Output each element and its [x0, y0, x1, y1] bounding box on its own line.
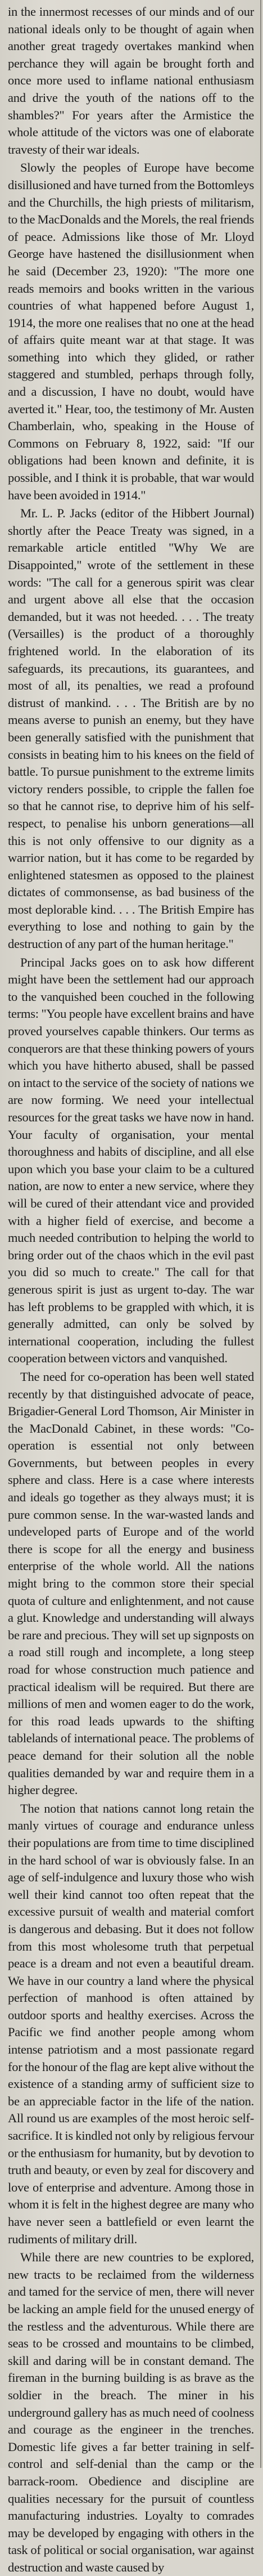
article-paragraph-7: While there are new countries to be explored, new tracts to be reclaimed from the wilderness and tamed for the service of men, there will never be lacking an ample field for the unused energy of the restless and the adventurous. While there are seas to be crossed and mountains to be climbed, skill and daring will be in constant demand. The fireman in the burning building is as brave as the soldier in the breach. The miner in his underground gallery has as much need of coolness and courage as the engineer in the trenches. Domestic life gives a far better training in self-control and self-denial than the camp or the barrack-room. Obedience and discipline are qualities necessary for the pursuit of countless manufacturing industries. Loyalty to comrades may be developed by engaging with others in the task of political or social organisation, war against destruction and waste caused by [8, 2250, 254, 2574]
article-paragraph-4: Principal Jacks goes on to ask how different might have been the settlement had our approach to the vanquished been couched in the following terms: "You people have excellent brains and have proved yourselves capable thinkers. Our terms as conquerors are that these thinking powers of yours which you have hitherto abused, shall be passed on intact to the service of the society of nations we are now forming. We need your intellectual resources for the great tasks we have now in hand. Your faculty of organisation, your mental thoroughness and habits of discipline, and all else upon which you base your claim to be a cultured nation, are now to enter a new service, where they will be cured of their attendant vice and provided with a higher field of exercise, and become a much needed contribution to helping the world to bring order out of the chaos which in the evil past you did so much to create." The call for that generous spirit is just as urgent to-day. The war has left problems to be grappled with which, it is generally admitted, can only be solved by international cooperation, including the fullest cooperation between victors and vanquished. [8, 955, 254, 1366]
article-paragraph-3: Mr. L. P. Jacks (editor of the Hibbert Journal) shortly after the Peace Treaty was signed, in a remarkable article entitled "Why We are Disappointed," wrote of the settlement in these words: "The call for a generous spirit was clear and urgent above all else that the occasion demanded, but it was not heeded. . . . The treaty (Versailles) is the product of a thoroughly frightened world. In the elaboration of its safeguards, its precautions, its guarantees, and most of all, its penalties, we read a profound distrust of mankind. . . . The British are by no means averse to punish an enemy, but they have been generally satisfied with the punishment that consists in beating him to his knees on the field of battle. To pursue punishment to the extreme limits victory renders possible, to cripple the fallen foe so that he cannot rise, to deprive him of his self-respect, to penalise his unborn generations—all this is not only offensive to our dignity as a warrior nation, but it has come to be regarded by enlightened statesmen as opposed to the plainest dictates of commonsense, as bad business of the most deplorable kind. . . . The British Empire has everything to lose and nothing to gain by the destruction of any part of the human heritage." [8, 506, 254, 951]
article-paragraph-1: in the innermost recesses of our minds and of our national ideals only to be thought of again when another great tragedy overtakes mankind when perchance they will again be brought forth and once more used to inflame national enthusiasm and drive the youth of the nations off to the shambles?" For years after the Armistice the whole attitude of the victors was one of elaborate travesty of their war ideals. [8, 5, 254, 156]
article-paragraph-2: Slowly the peoples of Europe have become disillusioned and have turned from the Bottomleys and the Churchills, the high priests of militarism, to the MacDonalds and the Morels, the real friends of peace. Admissions like those of Mr. Lloyd George have hastened the disillusionment when he said (December 23, 1920): "The more one reads memoirs and books written in the various countries of what happened before August 1, 1914, the more one realises that no one at the head of affairs quite meant war at that stage. It was something into which they glided, or rather staggered and stumbled, perhaps through folly, and a discussion, I have no doubt, would have averted it." Hear, too, the testimony of Mr. Austen Chamberlain, who, speaking in the House of Commons on February 8, 1922, said: "If our obligations had been known and definite, it is possible, and I think it is probable, that war would have been avoided in 1914." [8, 160, 254, 502]
article-paragraph-5: The need for co-operation has been well stated recently by that distinguished advocate of peace, Brigadier-General Lord Thomson, Air Minister in the MacDonald Cabinet, in these words: "Co-operation is essential not only between Governments, but between peoples in every sphere and class. Here is a case where interests and ideals go together as they always must; it is pure common sense. In the war-wasted lands and undeveloped parts of Europe and of the world there is scope for all the energy and business enterprise of the whole world. All the nations might bring to the common store their special quota of culture and enlightenment, and not cause a glut. Knowledge and understanding will always be rare and precious. They will set up signposts on a road still rough and incomplete, a long steep road for whose construction much patience and practical idealism will be required. But there are millions of men and women eager to do the work, for this road leads upwards to the shifting tablelands of international peace. The problems of peace demand for their solution all the noble qualities demanded by war and require them in a higher degree. [8, 1369, 254, 1797]
article-paragraph-6: The notion that nations cannot long retain the manly virtues of courage and endurance unless their populations are from time to time disciplined in the hard school of war is obviously false. In an age of self-indulgence and luxury those who wish well their kind cannot too often repeat that the excessive pursuit of wealth and material comfort is dangerous and debasing. But it does not follow from this most wholesome truth that perpetual peace is a dream and not even a beautiful dream. We have in our country a land where the physical perfection of manhood is often attained by outdoor sports and healthy exercises. Across the Pacific we find another people among whom intense patriotism and a most passionate regard for the honour of the flag are kept alive without the existence of a standing army of sufficient size to be an appreciable factor in the life of the nation. All round us are examples of the most heroic self-sacrifice. It is kindled not only by religious fervour or the enthusiasm for humanity, but by devotion to truth and beauty, or even by zeal for discovery and love of enterprise and adventure. Among those in whom it is felt in the highest degree are many who have never seen a battlefield or even learnt the rudiments of military drill. [8, 1801, 254, 2246]
